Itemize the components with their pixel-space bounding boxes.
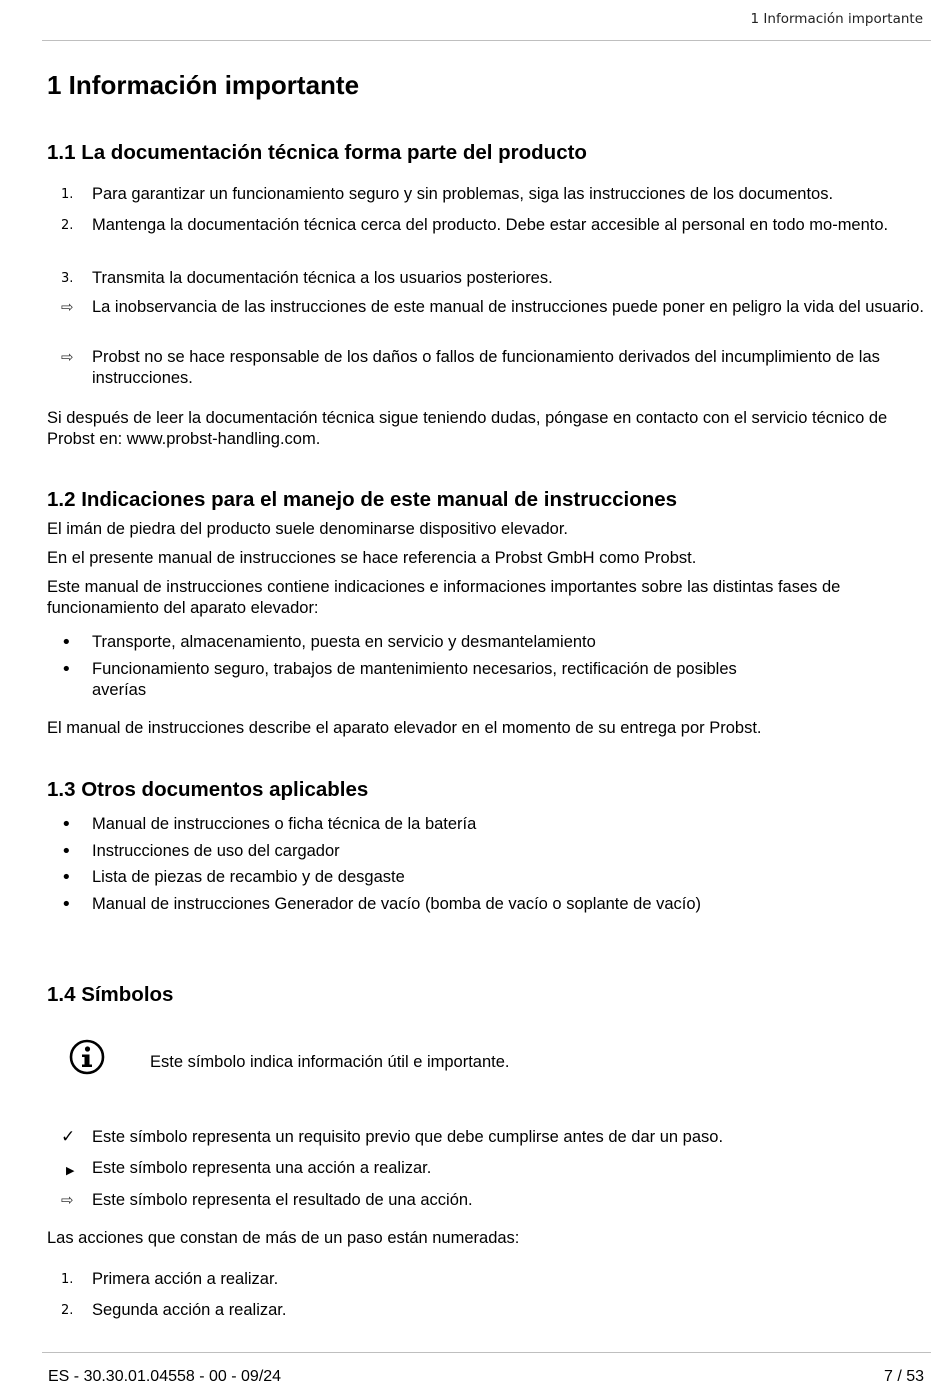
bullet-icon: • xyxy=(61,659,72,680)
result-text: La inobservancia de las instrucciones de este manual de instrucciones puede poner en peligro la vida del usuario. xyxy=(92,298,924,316)
list-item xyxy=(47,268,929,289)
contact-paragraph: Si después de leer la documentación técnica sigue teniendo dudas, póngase en contacto con el servicio técnico de Probst en: www.probst-handling.com. xyxy=(47,409,888,448)
bullet-text: Funcionamiento seguro, trabajos de mantenimiento necesarios, rectificación de posibles averías xyxy=(92,660,737,699)
symbol-text: Este símbolo representa una acción a realizar. xyxy=(92,1159,432,1177)
section-heading-1-3: 1.3 Otros documentos aplicables xyxy=(47,778,369,801)
document-number: ES - 30.30.01.04558 - 00 - 09/24 xyxy=(48,1368,282,1385)
footer-divider xyxy=(42,1352,931,1353)
step-text: Segunda acción a realizar. xyxy=(92,1301,287,1319)
running-header: 1 Información importante xyxy=(750,11,923,27)
action-triangle-icon: ▶ xyxy=(66,1164,75,1177)
list-item xyxy=(47,632,929,653)
step-text: Transmita la documentación técnica a los usuarios posteriores. xyxy=(92,269,553,287)
list-item xyxy=(47,347,929,389)
list-item xyxy=(47,1158,929,1179)
chapter-title: 1 Información importante xyxy=(47,70,360,100)
list-item xyxy=(47,659,767,701)
list-item xyxy=(47,215,897,236)
paragraph: En el presente manual de instrucciones se hace referencia a Probst GmbH como Probst. xyxy=(47,549,697,567)
section-heading-1-4: 1.4 Símbolos xyxy=(47,983,174,1006)
step-text: Primera acción a realizar. xyxy=(92,1270,279,1288)
bullet-text: Instrucciones de uso del cargador xyxy=(92,842,340,860)
step-number: 2. xyxy=(61,218,74,233)
bullet-text: Manual de instrucciones Generador de vacío (bomba de vacío o soplante de vacío) xyxy=(92,895,702,913)
info-symbol-text: Este símbolo indica información útil e importante. xyxy=(150,1053,510,1071)
list-item xyxy=(47,1300,929,1321)
info-icon xyxy=(69,1039,105,1075)
result-arrow-icon: ⇨ xyxy=(61,1191,74,1209)
step-number: 3. xyxy=(61,271,74,286)
list-item xyxy=(47,1127,929,1148)
checkmark-icon: ✓ xyxy=(61,1127,76,1147)
step-number: 2. xyxy=(61,1303,74,1318)
list-item xyxy=(47,841,929,862)
bullet-icon: • xyxy=(61,814,72,835)
list-item xyxy=(47,297,929,318)
paragraph: El imán de piedra del producto suele denominarse dispositivo elevador. xyxy=(47,520,568,538)
symbol-text: Este símbolo representa un requisito previo que debe cumplirse antes de dar un paso. xyxy=(92,1128,724,1146)
result-arrow-icon: ⇨ xyxy=(61,348,74,366)
bullet-icon: • xyxy=(61,841,72,862)
bullet-text: Transporte, almacenamiento, puesta en servicio y desmantelamiento xyxy=(92,633,596,651)
list-item xyxy=(47,867,929,888)
section-heading-1-2: 1.2 Indicaciones para el manejo de este manual de instrucciones xyxy=(47,488,678,511)
bullet-icon: • xyxy=(61,632,72,653)
step-text: Mantenga la documentación técnica cerca del producto. Debe estar accesible al personal en todo mo-mento. xyxy=(92,216,889,234)
paragraph: El manual de instrucciones describe el aparato elevador en el momento de su entrega por Probst. xyxy=(47,719,762,737)
bullet-icon: • xyxy=(61,894,72,915)
step-number: 1. xyxy=(61,1272,74,1287)
list-item xyxy=(47,814,929,835)
list-item xyxy=(47,894,747,915)
page-number: 7 / 53 xyxy=(883,1368,924,1385)
bullet-icon: • xyxy=(61,867,72,888)
result-text: Probst no se hace responsable de los daños o fallos de funcionamiento derivados del incumplimiento de las instrucciones. xyxy=(92,348,880,387)
section-heading-1-1: 1.1 La documentación técnica forma parte del producto xyxy=(47,141,587,164)
list-item xyxy=(47,1190,929,1211)
page-header xyxy=(42,0,931,41)
result-arrow-icon: ⇨ xyxy=(61,298,74,316)
step-text: Para garantizar un funcionamiento seguro y sin problemas, siga las instrucciones de los documentos. xyxy=(92,185,834,203)
list-item xyxy=(47,184,929,205)
symbol-text: Este símbolo representa el resultado de una acción. xyxy=(92,1191,473,1209)
step-number: 1. xyxy=(61,187,74,202)
list-item xyxy=(47,1269,929,1290)
bullet-text: Manual de instrucciones o ficha técnica de la batería xyxy=(92,815,477,833)
bullet-text: Lista de piezas de recambio y de desgaste xyxy=(92,868,405,886)
paragraph: Este manual de instrucciones contiene indicaciones e informaciones importantes sobre las distintas fases de funcionamiento del aparato elevador: xyxy=(47,578,841,617)
paragraph: Las acciones que constan de más de un paso están numeradas: xyxy=(47,1229,520,1247)
